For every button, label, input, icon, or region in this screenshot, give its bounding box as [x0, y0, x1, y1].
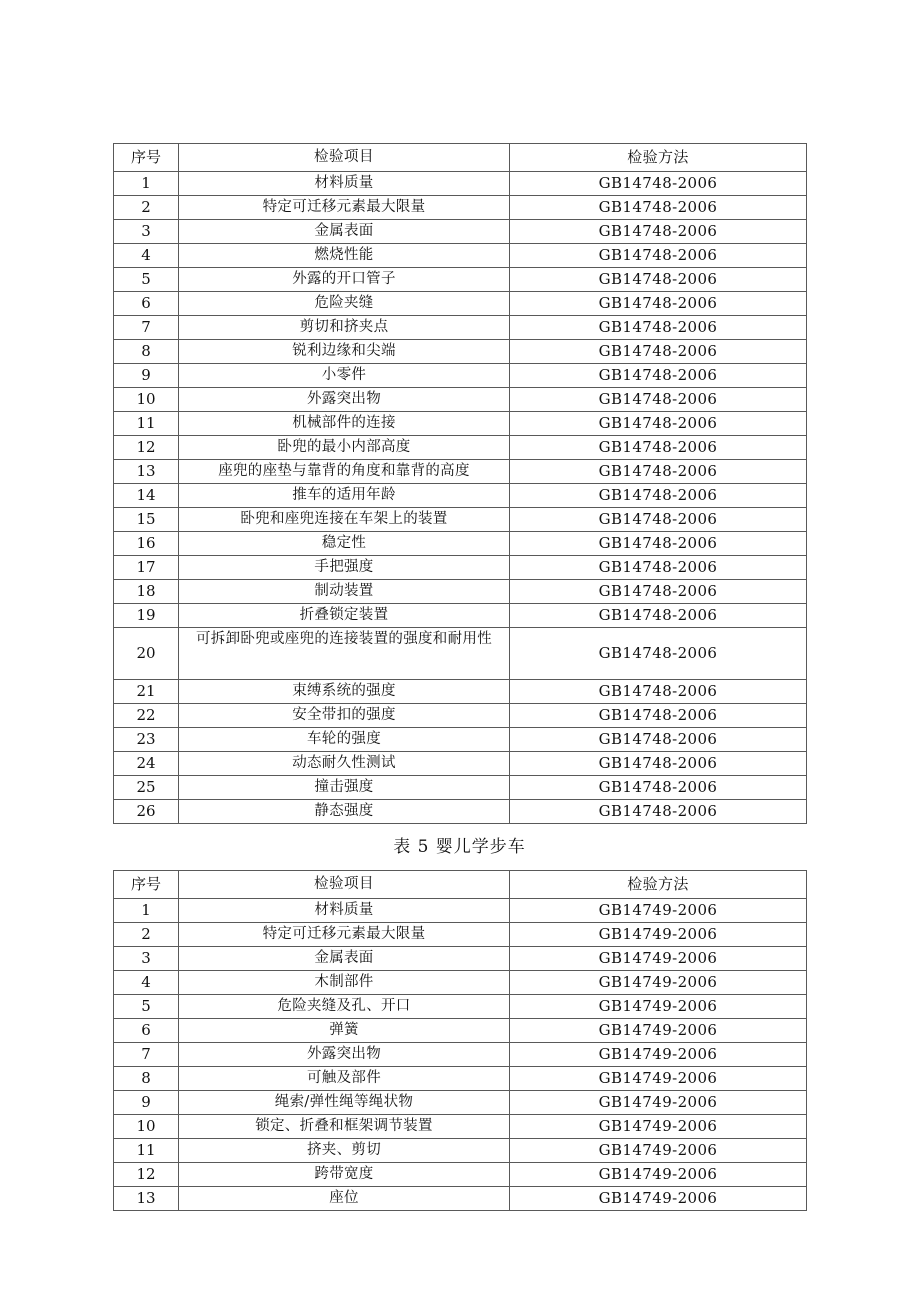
- cell-method: GB14748-2006: [510, 580, 807, 604]
- cell-no: 11: [114, 412, 179, 436]
- cell-no: 12: [114, 436, 179, 460]
- cell-item: 绳索/弹性绳等绳状物: [179, 1091, 510, 1115]
- cell-method: GB14749-2006: [510, 1019, 807, 1043]
- cell-item: 座兜的座垫与靠背的角度和靠背的高度: [179, 460, 510, 484]
- column-header-method: 检验方法: [510, 144, 807, 172]
- cell-no: 10: [114, 1115, 179, 1139]
- table-row: [114, 728, 807, 752]
- table-row: [114, 923, 807, 947]
- cell-no: 4: [114, 971, 179, 995]
- table-header: [114, 144, 807, 172]
- table-row: [114, 316, 807, 340]
- table-row: [114, 800, 807, 824]
- cell-no: 20: [114, 628, 179, 680]
- table-row: [114, 1067, 807, 1091]
- table-row: [114, 1163, 807, 1187]
- cell-method: GB14748-2006: [510, 196, 807, 220]
- table-row: [114, 971, 807, 995]
- cell-method: GB14749-2006: [510, 1187, 807, 1211]
- cell-item: 可触及部件: [179, 1067, 510, 1091]
- table-row: [114, 436, 807, 460]
- cell-method: GB14748-2006: [510, 800, 807, 824]
- cell-item: 锁定、折叠和框架调节装置: [179, 1115, 510, 1139]
- table-row: [114, 1019, 807, 1043]
- cell-item: 车轮的强度: [179, 728, 510, 752]
- cell-no: 5: [114, 268, 179, 292]
- cell-no: 5: [114, 995, 179, 1019]
- cell-item: 制动装置: [179, 580, 510, 604]
- cell-method: GB14748-2006: [510, 364, 807, 388]
- cell-no: 2: [114, 196, 179, 220]
- table-row: [114, 460, 807, 484]
- cell-no: 14: [114, 484, 179, 508]
- cell-item: 束缚系统的强度: [179, 680, 510, 704]
- cell-item: 稳定性: [179, 532, 510, 556]
- cell-method: GB14748-2006: [510, 484, 807, 508]
- cell-method: GB14748-2006: [510, 220, 807, 244]
- cell-no: 7: [114, 316, 179, 340]
- cell-item: 燃烧性能: [179, 244, 510, 268]
- table-row: [114, 484, 807, 508]
- cell-no: 6: [114, 292, 179, 316]
- cell-method: GB14749-2006: [510, 1115, 807, 1139]
- cell-no: 8: [114, 1067, 179, 1091]
- cell-no: 1: [114, 172, 179, 196]
- table-row: [114, 899, 807, 923]
- table-row: [114, 508, 807, 532]
- table-row: [114, 1043, 807, 1067]
- cell-item: 外露的开口管子: [179, 268, 510, 292]
- cell-method: GB14748-2006: [510, 436, 807, 460]
- cell-item: 危险夹缝及孔、开口: [179, 995, 510, 1019]
- cell-method: GB14749-2006: [510, 947, 807, 971]
- table-row: [114, 704, 807, 728]
- cell-no: 12: [114, 1163, 179, 1187]
- cell-no: 9: [114, 1091, 179, 1115]
- cell-method: GB14748-2006: [510, 752, 807, 776]
- cell-method: GB14749-2006: [510, 1043, 807, 1067]
- cell-method: GB14748-2006: [510, 508, 807, 532]
- cell-item: 危险夹缝: [179, 292, 510, 316]
- table-row: [114, 556, 807, 580]
- column-header-no: 序号: [114, 144, 179, 172]
- cell-item: 机械部件的连接: [179, 412, 510, 436]
- cell-item: 特定可迁移元素最大限量: [179, 923, 510, 947]
- cell-no: 13: [114, 1187, 179, 1211]
- cell-item: 跨带宽度: [179, 1163, 510, 1187]
- cell-method: GB14749-2006: [510, 923, 807, 947]
- cell-no: 3: [114, 220, 179, 244]
- inspection-table-2: [113, 870, 807, 1211]
- column-header-item: 检验项目: [179, 871, 510, 899]
- table-row: [114, 292, 807, 316]
- column-header-no: 序号: [114, 871, 179, 899]
- inspection-table-1: [113, 143, 807, 824]
- cell-method: GB14748-2006: [510, 268, 807, 292]
- cell-item: 材料质量: [179, 172, 510, 196]
- cell-method: GB14748-2006: [510, 728, 807, 752]
- table-row: [114, 196, 807, 220]
- cell-method: GB14748-2006: [510, 244, 807, 268]
- cell-no: 22: [114, 704, 179, 728]
- cell-item: 金属表面: [179, 947, 510, 971]
- cell-method: GB14749-2006: [510, 899, 807, 923]
- cell-method: GB14748-2006: [510, 556, 807, 580]
- table-row: [114, 268, 807, 292]
- cell-item: 特定可迁移元素最大限量: [179, 196, 510, 220]
- cell-method: GB14749-2006: [510, 971, 807, 995]
- cell-item: 外露突出物: [179, 388, 510, 412]
- cell-method: GB14748-2006: [510, 388, 807, 412]
- cell-item: 卧兜和座兜连接在车架上的装置: [179, 508, 510, 532]
- cell-item: 推车的适用年龄: [179, 484, 510, 508]
- column-header-item: 检验项目: [179, 144, 510, 172]
- cell-method: GB14748-2006: [510, 628, 807, 680]
- page-content: [113, 143, 806, 1211]
- cell-method: GB14749-2006: [510, 1091, 807, 1115]
- table-row: [114, 340, 807, 364]
- cell-method: GB14748-2006: [510, 292, 807, 316]
- cell-no: 26: [114, 800, 179, 824]
- cell-no: 18: [114, 580, 179, 604]
- cell-item: 木制部件: [179, 971, 510, 995]
- table-row: [114, 604, 807, 628]
- table-row: [114, 680, 807, 704]
- cell-item: 锐利边缘和尖端: [179, 340, 510, 364]
- table-row: [114, 364, 807, 388]
- cell-item: 静态强度: [179, 800, 510, 824]
- table-row: [114, 752, 807, 776]
- table-row: [114, 1115, 807, 1139]
- cell-item: 剪切和挤夹点: [179, 316, 510, 340]
- table-row: [114, 412, 807, 436]
- cell-no: 2: [114, 923, 179, 947]
- cell-method: GB14749-2006: [510, 1139, 807, 1163]
- table-body: [114, 899, 807, 1211]
- cell-item: 金属表面: [179, 220, 510, 244]
- cell-method: GB14749-2006: [510, 1067, 807, 1091]
- cell-no: 16: [114, 532, 179, 556]
- table-row: [114, 947, 807, 971]
- cell-item: 卧兜的最小内部高度: [179, 436, 510, 460]
- cell-item: 小零件: [179, 364, 510, 388]
- table-row: [114, 172, 807, 196]
- cell-no: 23: [114, 728, 179, 752]
- cell-method: GB14749-2006: [510, 1163, 807, 1187]
- table-header: [114, 871, 807, 899]
- cell-no: 7: [114, 1043, 179, 1067]
- cell-no: 19: [114, 604, 179, 628]
- cell-no: 24: [114, 752, 179, 776]
- cell-no: 1: [114, 899, 179, 923]
- table-row: [114, 580, 807, 604]
- table-header-row: [114, 871, 807, 899]
- cell-no: 25: [114, 776, 179, 800]
- cell-no: 17: [114, 556, 179, 580]
- cell-item: 挤夹、剪切: [179, 1139, 510, 1163]
- cell-item: 手把强度: [179, 556, 510, 580]
- cell-method: GB14748-2006: [510, 776, 807, 800]
- table-row: [114, 1187, 807, 1211]
- table-row: [114, 532, 807, 556]
- cell-item: 动态耐久性测试: [179, 752, 510, 776]
- cell-method: GB14749-2006: [510, 995, 807, 1019]
- cell-no: 9: [114, 364, 179, 388]
- table-row: [114, 1091, 807, 1115]
- cell-method: GB14748-2006: [510, 316, 807, 340]
- cell-no: 6: [114, 1019, 179, 1043]
- cell-item: 撞击强度: [179, 776, 510, 800]
- cell-method: GB14748-2006: [510, 172, 807, 196]
- table-row: [114, 244, 807, 268]
- cell-no: 13: [114, 460, 179, 484]
- cell-method: GB14748-2006: [510, 460, 807, 484]
- cell-method: GB14748-2006: [510, 704, 807, 728]
- cell-item: 材料质量: [179, 899, 510, 923]
- cell-item: 安全带扣的强度: [179, 704, 510, 728]
- cell-no: 21: [114, 680, 179, 704]
- cell-no: 4: [114, 244, 179, 268]
- cell-no: 15: [114, 508, 179, 532]
- table-header-row: [114, 144, 807, 172]
- table-5-title: 表 5 婴儿学步车: [393, 837, 526, 857]
- cell-item: 座位: [179, 1187, 510, 1211]
- column-header-method: 检验方法: [510, 871, 807, 899]
- cell-no: 8: [114, 340, 179, 364]
- table-row: [114, 220, 807, 244]
- cell-method: GB14748-2006: [510, 680, 807, 704]
- cell-no: 11: [114, 1139, 179, 1163]
- table-row: [114, 628, 807, 680]
- cell-item: 可拆卸卧兜或座兜的连接装置的强度和耐用性: [179, 628, 510, 680]
- table-row: [114, 1139, 807, 1163]
- cell-item: 外露突出物: [179, 1043, 510, 1067]
- cell-method: GB14748-2006: [510, 412, 807, 436]
- cell-item: 弹簧: [179, 1019, 510, 1043]
- table-body: [114, 172, 807, 824]
- table-row: [114, 776, 807, 800]
- cell-item: 折叠锁定装置: [179, 604, 510, 628]
- table-row: [114, 995, 807, 1019]
- table-row: [114, 388, 807, 412]
- cell-method: GB14748-2006: [510, 532, 807, 556]
- cell-method: GB14748-2006: [510, 340, 807, 364]
- cell-no: 3: [114, 947, 179, 971]
- cell-no: 10: [114, 388, 179, 412]
- cell-method: GB14748-2006: [510, 604, 807, 628]
